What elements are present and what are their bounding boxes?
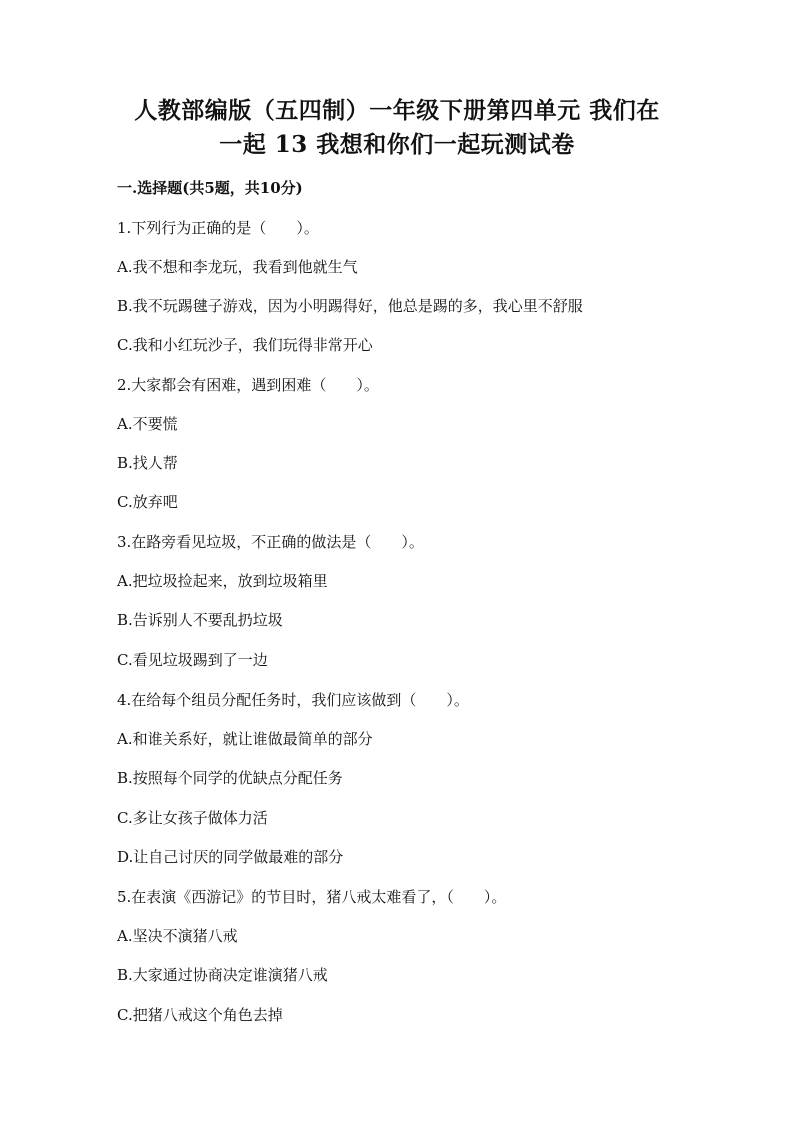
- question-1-option-c: C.我和小红玩沙子，我们玩得非常开心: [117, 336, 373, 354]
- question-1-option-a: A.我不想和李龙玩，我看到他就生气: [117, 258, 358, 276]
- question-2-option-a: A.不要慌: [117, 415, 178, 433]
- question-3-stem: 3.在路旁看见垃圾，不正确的做法是（ ）。: [117, 533, 424, 551]
- question-4-option-d: D.让自己讨厌的同学做最难的部分: [117, 848, 344, 866]
- exam-title-line-1: 人教部编版（五四制）一年级下册第四单元 我们在: [134, 97, 660, 124]
- question-4-option-a: A.和谁关系好，就让谁做最简单的部分: [117, 730, 373, 748]
- question-2-stem: 2.大家都会有困难，遇到困难（ ）。: [117, 376, 379, 394]
- question-4-option-b: B.按照每个同学的优缺点分配任务: [117, 769, 343, 787]
- question-3-option-a: A.把垃圾捡起来，放到垃圾箱里: [117, 572, 328, 590]
- question-5-option-c: C.把猪八戒这个角色去掉: [117, 1006, 283, 1024]
- exam-title-line-2: 一起 13 我想和你们一起玩测试卷: [219, 131, 575, 158]
- question-1-stem: 1.下列行为正确的是（ ）。: [117, 219, 319, 237]
- question-5-option-a: A.坚决不演猪八戒: [117, 927, 238, 945]
- question-2-option-c: C.放弃吧: [117, 493, 178, 511]
- question-3-option-b: B.告诉别人不要乱扔垃圾: [117, 611, 283, 629]
- question-1-option-b: B.我不玩踢毽子游戏，因为小明踢得好，他总是踢的多，我心里不舒服: [117, 297, 583, 315]
- question-4-option-c: C.多让女孩子做体力活: [117, 809, 268, 827]
- question-5-option-b: B.大家通过协商决定谁演猪八戒: [117, 966, 328, 984]
- question-3-option-c: C.看见垃圾踢到了一边: [117, 651, 268, 669]
- question-5-stem: 5.在表演《西游记》的节目时，猪八戒太难看了，（ ）。: [117, 888, 507, 906]
- question-2-option-b: B.找人帮: [117, 454, 178, 472]
- section-heading: 一.选择题(共5题，共10分): [117, 179, 303, 197]
- question-4-stem: 4.在给每个组员分配任务时，我们应该做到（ ）。: [117, 691, 469, 709]
